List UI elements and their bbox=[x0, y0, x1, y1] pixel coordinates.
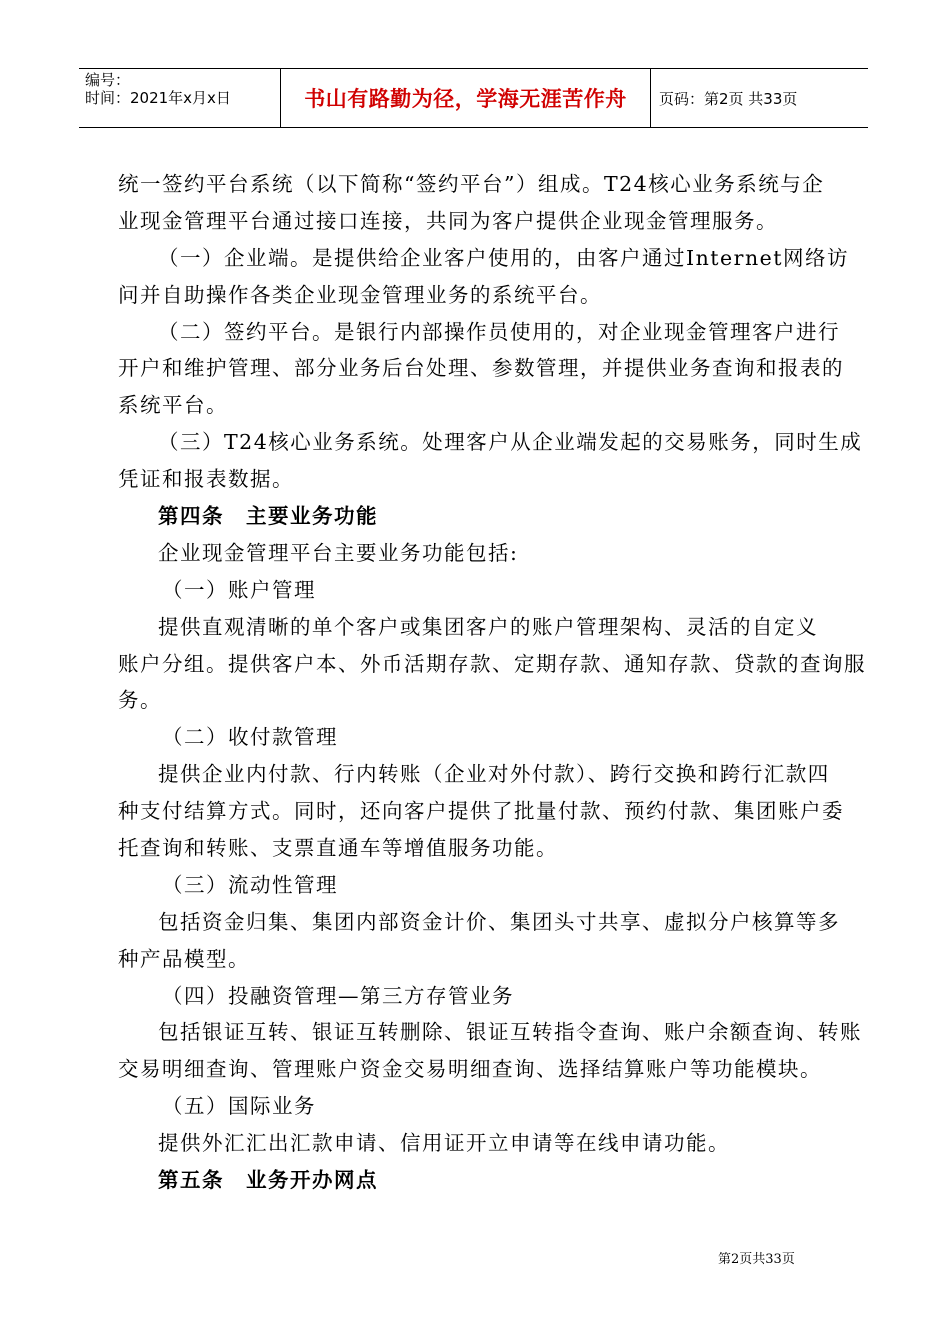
subsection-heading: （三）流动性管理 bbox=[162, 872, 338, 897]
body-line: 提供企业内付款、行内转账（企业对外付款）、跨行交换和跨行汇款四 bbox=[158, 762, 830, 787]
body-line: 企业现金管理平台主要业务功能包括: bbox=[158, 540, 519, 565]
subsection-heading: （一）账户管理 bbox=[162, 577, 316, 602]
body-line: 问并自助操作各类企业现金管理业务的系统平台。 bbox=[118, 282, 602, 307]
body-line: 托查询和转账、支票直通车等增值服务功能。 bbox=[118, 836, 558, 861]
time-label: 时间：2021年x月x日 bbox=[85, 89, 231, 107]
body-line: 凭证和报表数据。 bbox=[118, 467, 294, 492]
body-line: （一）企业端。是提供给企业客户使用的，由客户通过Internet网络访 bbox=[158, 245, 850, 270]
header-page-label: 页码：第2页 共33页 bbox=[659, 89, 798, 108]
body-line: 账户分组。提供客户本、外币活期存款、定期存款、通知存款、贷款的查询服 bbox=[118, 651, 866, 676]
section-heading-article-4: 第四条 主要业务功能 bbox=[158, 504, 378, 529]
body-line: 统一签约平台系统（以下简称“签约平台”）组成。T24核心业务系统与企 bbox=[118, 172, 825, 196]
body-line: （二）签约平台。是银行内部操作员使用的，对企业现金管理客户进行 bbox=[158, 319, 840, 344]
document-body bbox=[118, 166, 866, 1199]
subsection-heading: （五）国际业务 bbox=[162, 1094, 316, 1119]
body-line: 种支付结算方式。同时，还向客户提供了批量付款、预约付款、集团账户委 bbox=[118, 799, 844, 824]
header-meta bbox=[79, 69, 281, 127]
body-line: 提供直观清晰的单个客户或集团客户的账户管理架构、灵活的自定义 bbox=[158, 614, 818, 639]
section-heading-article-5: 第五条 业务开办网点 bbox=[158, 1168, 378, 1193]
body-line: 种产品模型。 bbox=[118, 946, 250, 971]
body-line: 务。 bbox=[118, 688, 162, 713]
body-line: 开户和维护管理、部分业务后台处理、参数管理，并提供业务查询和报表的 bbox=[118, 356, 844, 381]
header-motto: 书山有路勤为径，学海无涯苦作舟 bbox=[281, 69, 651, 127]
body-line: 系统平台。 bbox=[118, 393, 228, 418]
document-header bbox=[79, 68, 868, 128]
subsection-heading: （二）收付款管理 bbox=[162, 725, 338, 750]
subsection-heading: （四）投融资管理—第三方存管业务 bbox=[162, 983, 514, 1008]
page-footer: 第2页共33页 bbox=[718, 1252, 795, 1267]
body-line: （三）T24核心业务系统。处理客户从企业端发起的交易账务，同时生成 bbox=[158, 430, 863, 455]
body-line: 提供外汇汇出汇款申请、信用证开立申请等在线申请功能。 bbox=[158, 1131, 730, 1156]
number-label: 编号： bbox=[85, 71, 131, 89]
body-line: 业现金管理平台通过接口连接，共同为客户提供企业现金管理服务。 bbox=[118, 208, 778, 233]
body-line: 交易明细查询、管理账户资金交易明细查询、选择结算账户等功能模块。 bbox=[118, 1057, 822, 1082]
body-line: 包括银证互转、银证互转删除、银证互转指令查询、账户余额查询、转账 bbox=[158, 1020, 862, 1045]
body-line: 包括资金归集、集团内部资金计价、集团头寸共享、虚拟分户核算等多 bbox=[158, 909, 840, 934]
